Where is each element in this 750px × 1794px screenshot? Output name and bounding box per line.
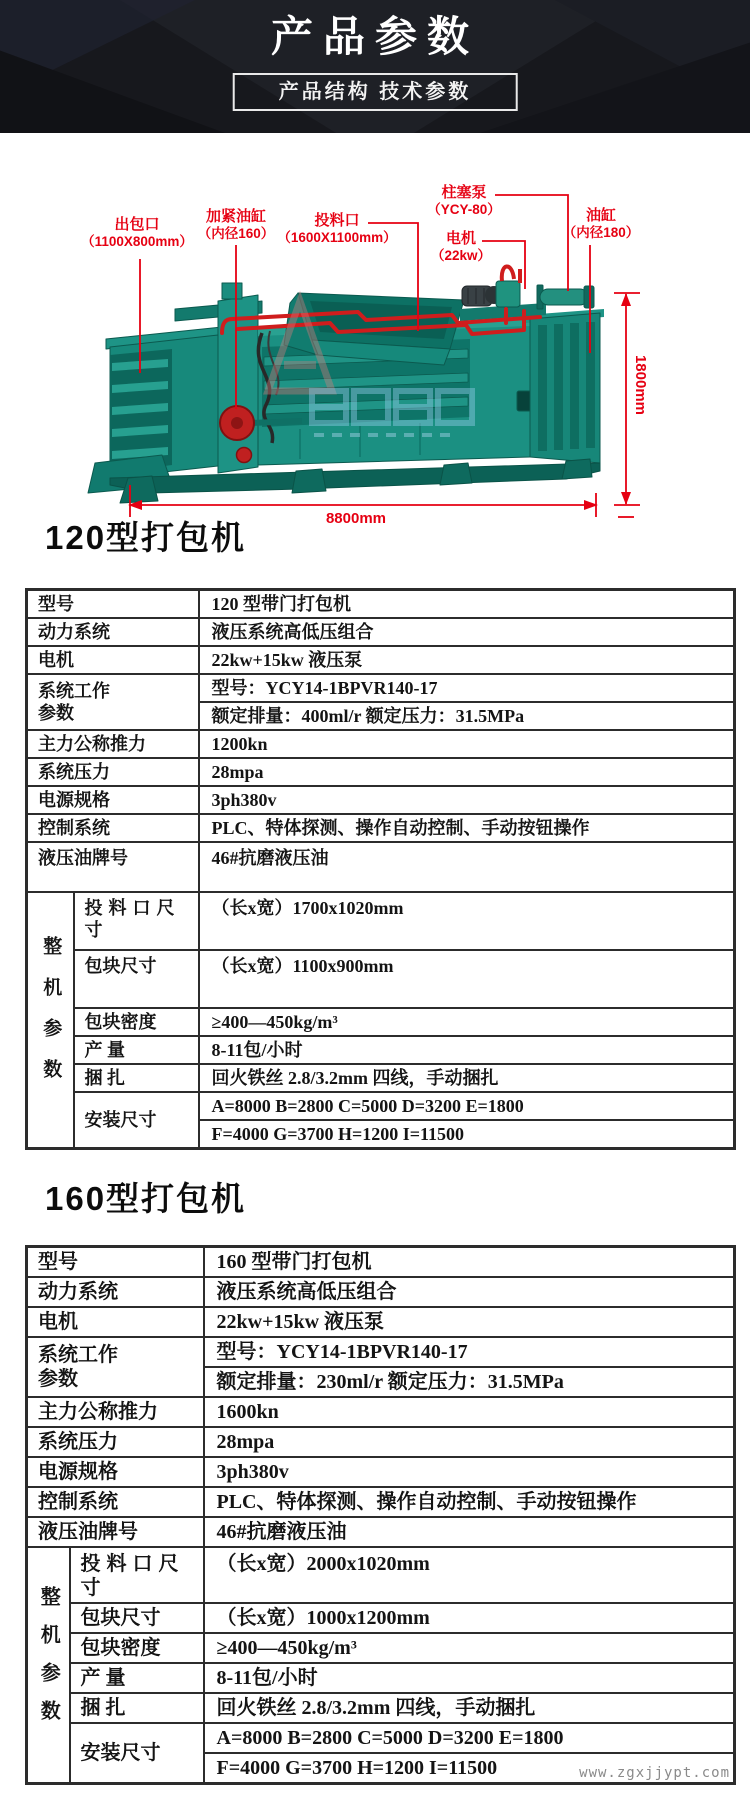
spec-value: 28mpa xyxy=(204,1427,735,1457)
section-heading-120: 120型打包机 xyxy=(45,519,247,556)
spec-value: 回火铁丝 2.8/3.2mm 四线，手动捆扎 xyxy=(199,1064,735,1092)
spec-value: 46#抗磨液压油 xyxy=(204,1517,735,1547)
spec-value: 120 型带门打包机 xyxy=(199,590,735,619)
spec-value: F=4000 G=3700 H=1200 I=11500 xyxy=(199,1120,735,1149)
spec-value: A=8000 B=2800 C=5000 D=3200 E=1800 xyxy=(204,1723,735,1753)
spec-label: 产 量 xyxy=(70,1663,204,1693)
spec-label: 电机 xyxy=(27,1307,204,1337)
spec-label: 液压油牌号 xyxy=(27,842,199,892)
spec-value: 3ph380v xyxy=(199,786,735,814)
spec-label: 捆 扎 xyxy=(74,1064,199,1092)
spec-label: 产 量 xyxy=(74,1036,199,1064)
machine-body xyxy=(88,266,604,503)
spec-label: 系统工作 参数 xyxy=(27,1337,204,1397)
spec-value: 型号：YCY14-1BPVR140-17 xyxy=(199,674,735,702)
spec-group-label: 整机参数 xyxy=(27,1547,70,1784)
spec-label: 动力系统 xyxy=(27,1277,204,1307)
spec-label: 投料口尺寸 xyxy=(74,892,199,950)
spec-value: ≥400—450kg/m³ xyxy=(199,1008,735,1036)
spec-label: 主力公称推力 xyxy=(27,1397,204,1427)
spec-value: A=8000 B=2800 C=5000 D=3200 E=1800 xyxy=(199,1092,735,1120)
spec-value: 液压系统高低压组合 xyxy=(204,1277,735,1307)
spec-value: 8-11包/小时 xyxy=(199,1036,735,1064)
site-watermark: www.zgxjjypt.com xyxy=(579,1765,730,1781)
spec-label: 型号 xyxy=(27,1247,204,1278)
spec-value: 液压系统高低压组合 xyxy=(199,618,735,646)
spec-label: 系统工作 参数 xyxy=(27,674,199,730)
spec-label: 包块尺寸 xyxy=(74,950,199,1008)
spec-value: （长x宽）1700x1020mm xyxy=(199,892,735,950)
spec-value: 8-11包/小时 xyxy=(204,1663,735,1693)
spec-label: 主力公称推力 xyxy=(27,730,199,758)
page-title: 产品参数 xyxy=(270,13,479,60)
spec-value: 22kw+15kw 液压泵 xyxy=(199,646,735,674)
spec-label: 系统压力 xyxy=(27,758,199,786)
spec-value: PLC、特体探测、操作自动控制、手动按钮操作 xyxy=(204,1487,735,1517)
spec-value: 1200kn xyxy=(199,730,735,758)
spec-value: （长x宽）1000x1200mm xyxy=(204,1603,735,1633)
spec-value: 1600kn xyxy=(204,1397,735,1427)
spec-label: 液压油牌号 xyxy=(27,1517,204,1547)
annotation-feed-port: 投料口 （1600X1100mm） xyxy=(277,212,397,245)
spec-label: 控制系统 xyxy=(27,814,199,842)
spec-value: 型号：YCY14-1BPVR140-17 xyxy=(204,1337,735,1367)
spec-label: 型号 xyxy=(27,590,199,619)
spec-table-160 xyxy=(25,1245,736,1785)
spec-label: 安装尺寸 xyxy=(70,1723,204,1784)
spec-value: 28mpa xyxy=(199,758,735,786)
spec-value: （长x宽）1100x900mm xyxy=(199,950,735,1008)
spec-label: 系统压力 xyxy=(27,1427,204,1457)
machine-figure xyxy=(0,133,750,563)
dimension-height-label: 1800mm xyxy=(632,354,649,416)
spec-label: 安装尺寸 xyxy=(74,1092,199,1149)
spec-label: 捆 扎 xyxy=(70,1693,204,1723)
spec-value: PLC、特体探测、操作自动控制、手动按钮操作 xyxy=(199,814,735,842)
annotation-motor: 电机 （22kw） xyxy=(430,230,492,263)
annotation-plunger-pump: 柱塞泵 （YCY-80） xyxy=(427,184,501,217)
spec-label: 包块尺寸 xyxy=(70,1603,204,1633)
spec-value: F=4000 G=3700 H=1200 I=11500 xyxy=(204,1753,735,1784)
spec-table-120 xyxy=(25,588,736,1150)
spec-group-label: 整机参数 xyxy=(27,892,74,1149)
dimension-length-label: 8800mm xyxy=(325,510,387,527)
spec-label: 电源规格 xyxy=(27,1457,204,1487)
spec-label: 包块密度 xyxy=(74,1008,199,1036)
spec-label: 电机 xyxy=(27,646,199,674)
spec-value: 回火铁丝 2.8/3.2mm 四线，手动捆扎 xyxy=(204,1693,735,1723)
spec-label: 包块密度 xyxy=(70,1633,204,1663)
spec-value: ≥400—450kg/m³ xyxy=(204,1633,735,1663)
spec-label: 动力系统 xyxy=(27,618,199,646)
annotation-bale-outlet: 出包口 （1100X800mm） xyxy=(81,216,193,249)
machine-illustration xyxy=(0,133,750,553)
annotation-oil-cylinder: 油缸 （内径180） xyxy=(562,207,640,240)
spec-value: 额定排量：230ml/r 额定压力：31.5MPa xyxy=(204,1367,735,1397)
spec-value: （长x宽）2000x1020mm xyxy=(204,1547,735,1603)
header-banner xyxy=(0,0,750,133)
spec-value: 160 型带门打包机 xyxy=(204,1247,735,1278)
spec-value: 22kw+15kw 液压泵 xyxy=(204,1307,735,1337)
spec-value: 46#抗磨液压油 xyxy=(199,842,735,892)
spec-label: 投料口尺寸 xyxy=(70,1547,204,1603)
spec-value: 额定排量：400ml/r 额定压力：31.5MPa xyxy=(199,702,735,730)
spec-label: 电源规格 xyxy=(27,786,199,814)
spec-label: 控制系统 xyxy=(27,1487,204,1517)
section-heading-160: 160型打包机 xyxy=(45,1180,247,1217)
spec-value: 3ph380v xyxy=(204,1457,735,1487)
page-subtitle: 产品结构 技术参数 xyxy=(233,73,518,111)
annotation-clamp-cylinder: 加紧油缸 （内径160） xyxy=(197,208,275,241)
